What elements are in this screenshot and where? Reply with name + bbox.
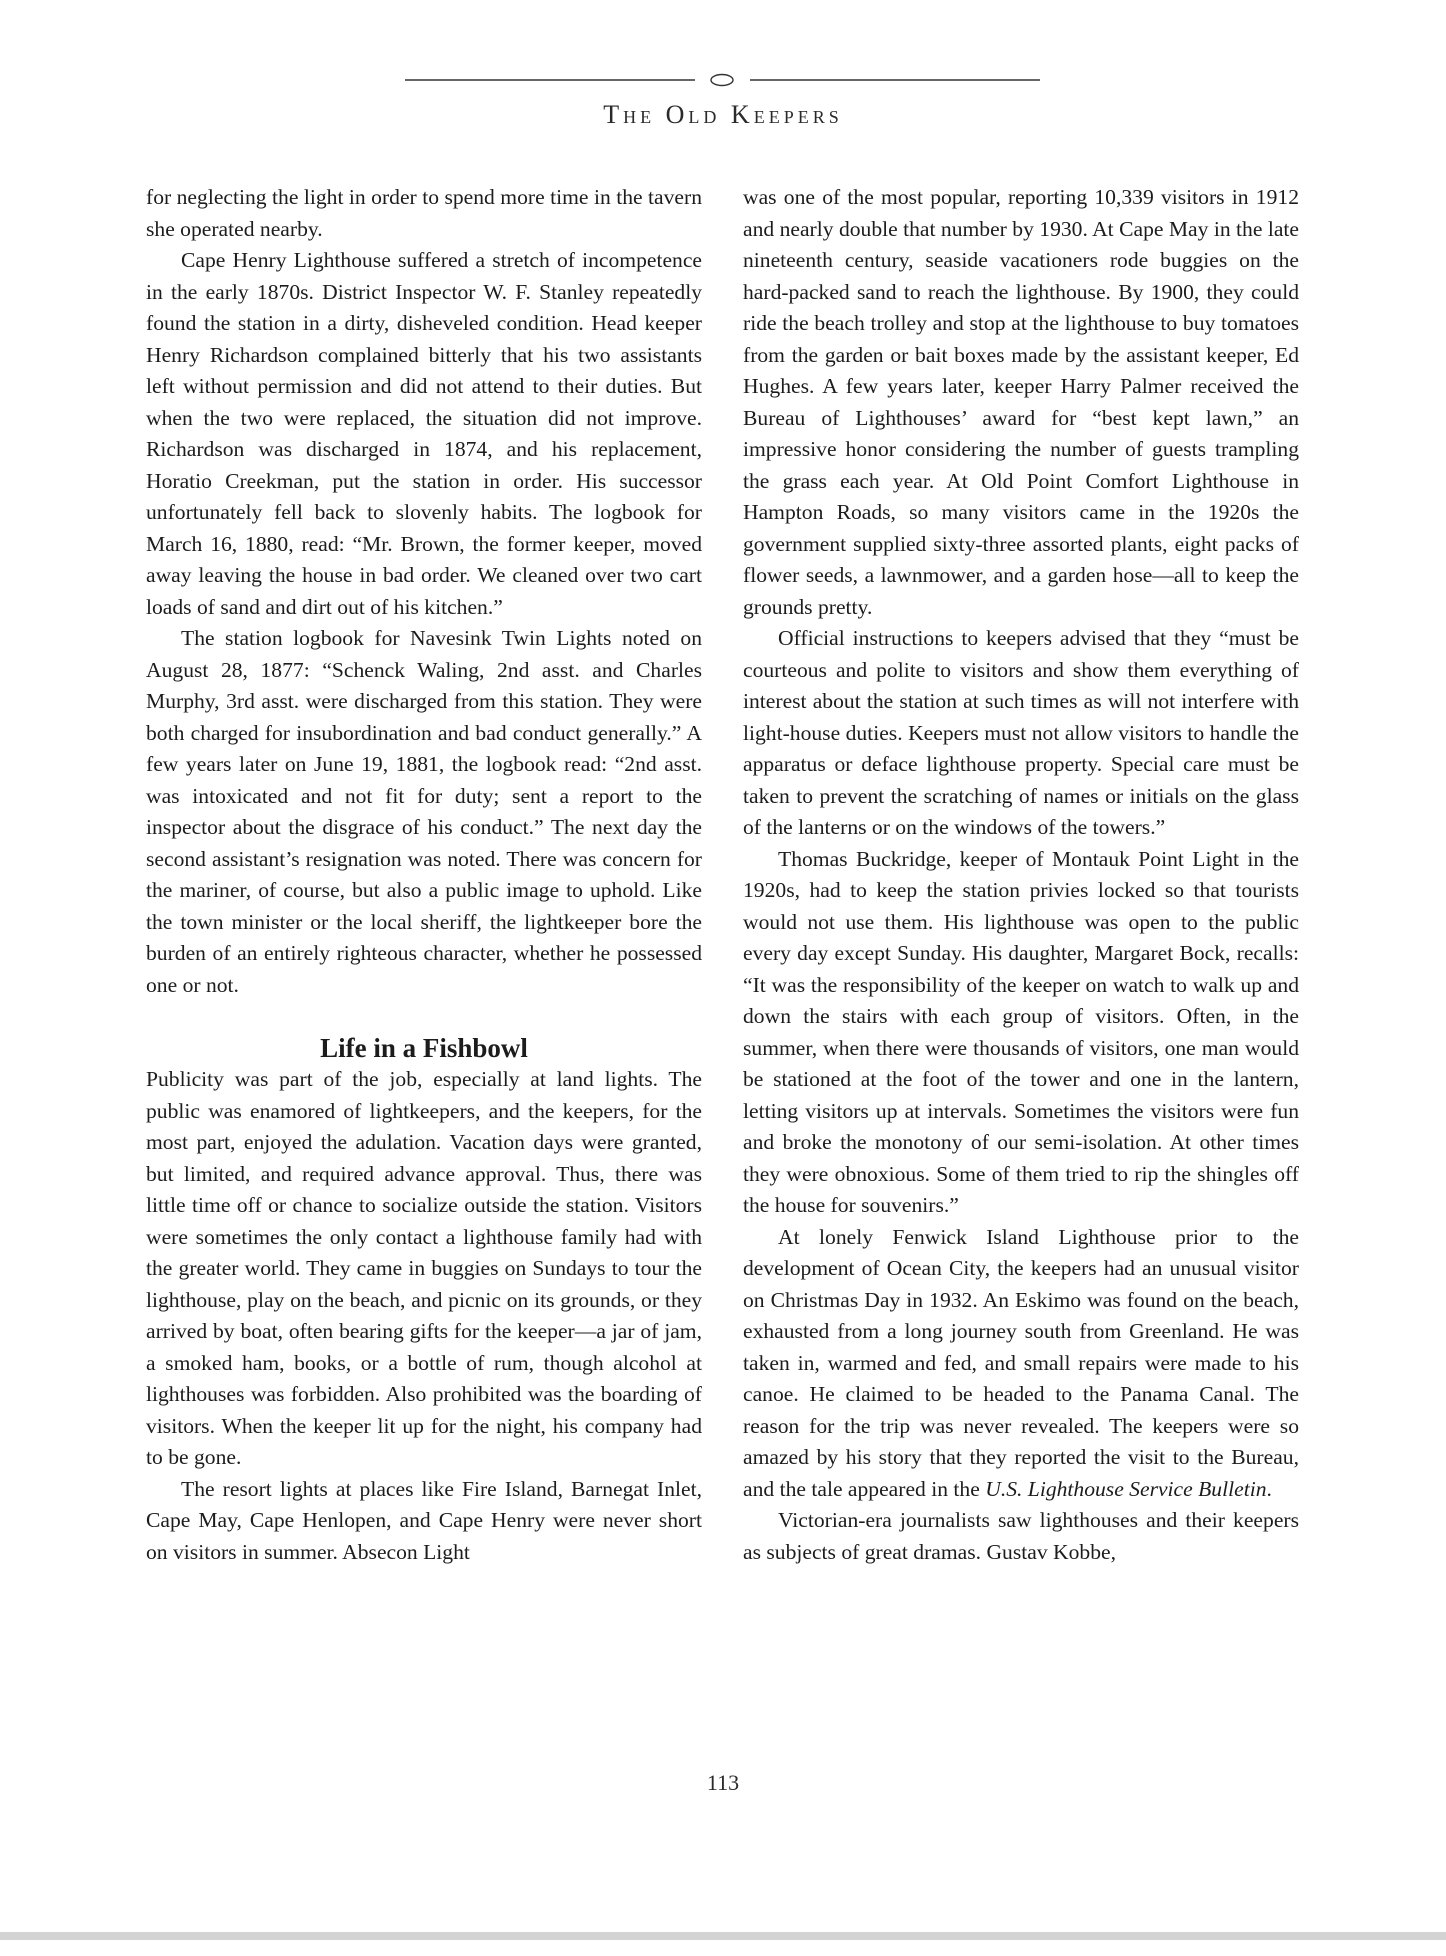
publication-title: U.S. Lighthouse Service Bulletin — [985, 1476, 1267, 1501]
section-heading: Life in a Fishbowl — [320, 1033, 528, 1063]
running-head: The Old Keepers — [603, 100, 843, 129]
paragraph: for neglecting the light in order to spend more time in the tavern she operated nearby. — [146, 185, 702, 241]
paragraph: Cape Henry Lighthouse suffered a stretch of incompetence in the early 1870s. District Inspector W. F. Stanley repeatedly found the station in a dirty, disheveled condition. Head keeper Henry Richardson complained bitterly that his two assistants left without permission and did not attend to their duties. But when the two were replaced, the situation did not improve. Richardson was discharged in 1874, and his replacement, Horatio Creekman, put the station in order. His successor unfortunately fell back to slovenly habits. The logbook for March 16, 1880, read: “Mr. Brown, the former keeper, moved away leaving the house in bad order. We cleaned over two cart loads of sand and dirt out of his kitchen.” — [146, 248, 702, 619]
paragraph: Official instructions to keepers advised that they “must be courteous and polite to visitors and show them everything of interest about the station at such times as will not interfere with light-house duties. Keepers must not allow visitors to handle the apparatus or deface lighthouse property. Special care must be taken to prevent the scratching of names or initials on the glass of the lanterns or on the windows of the towers.” — [743, 626, 1299, 839]
paragraph: Thomas Buckridge, keeper of Montauk Point Light in the 1920s, had to keep the station privies locked so that tourists would not use them. His lighthouse was open to the public every day except Sunday. His daughter, Margaret Bock, recalls: “It was the responsibility of the keeper on watch to walk up and down the stairs with each group of visitors. Often, in the summer, when there were thousands of visitors, one man would be stationed at the foot of the tower and one in the lantern, letting visitors up at intervals. Sometimes the visitors were fun and broke the monotony of our semi-isolation. At other times they were obnoxious. Some of them tried to rip the shingles off the house for souvenirs.” — [743, 846, 1299, 1217]
right-column — [743, 182, 1299, 1568]
paragraph — [743, 1222, 1299, 1506]
header-ornament-rule — [405, 70, 1040, 90]
paragraph: The station logbook for Navesink Twin Lights noted on August 28, 1877: “Schenck Waling, 2nd asst. and Charles Murphy, 3rd asst. were discharged from this station. They were both charged for insubordination and bad conduct generally.” A few years later on June 19, 1881, the logbook read: “2nd asst. was intoxicated and not fit for duty; sent a report to the inspector about the disgrace of his conduct.” The next day the second assistant’s resignation was noted. There was concern for the mariner, of course, but also a public image to uphold. Like the town minister or the local sheriff, the lightkeeper bore the burden of an entirely righteous character, whether he possessed one or not. — [146, 626, 702, 997]
bottom-divider — [0, 1932, 1446, 1940]
paragraph-text-end: . — [1266, 1476, 1272, 1501]
page-number: 113 — [706, 1770, 740, 1795]
paragraph: The resort lights at places like Fire Island, Barnegat Inlet, Cape May, Cape Henlopen, and Cape Henry were never short on visitors in summer. Absecon Light — [146, 1476, 702, 1564]
paragraph: Publicity was part of the job, especially at land lights. The public was enamored of lightkeepers, and the keepers, for the most part, enjoyed the adulation. Vacation days were granted, but limited, and required advance approval. Thus, there was little time off or chance to socialize outside the station. Visitors were sometimes the only contact a lighthouse family had with the greater world. They came in buggies on Sundays to tour the lighthouse, play on the beach, and picnic on its grounds, or they arrived by boat, often bearing gifts for the keeper—a jar of jam, a smoked ham, books, or a bottle of rum, though alcohol at lighthouses was forbidden. Also prohibited was the boarding of visitors. When the keeper lit up for the night, his company had to be gone. — [146, 1067, 702, 1469]
paragraph-text: At lonely Fenwick Island Lighthouse prior to the development of Ocean City, the keepers had an unusual visitor on Christmas Day in 1932. An Eskimo was found on the beach, exhausted from a long journey south from Greenland. He was taken in, warmed and fed, and small repairs were made to his canoe. He claimed to be headed to the Panama Canal. The reason for the trip was never revealed. The keepers were so amazed by his story that they reported the visit to the Bureau, and the tale appeared in the — [743, 1224, 1299, 1501]
paragraph: Victorian-era journalists saw lighthouses and their keepers as subjects of great dramas. Gustav Kobbe, — [743, 1508, 1299, 1564]
left-column — [146, 182, 702, 1568]
paragraph: was one of the most popular, reporting 10,339 visitors in 1912 and nearly double that number by 1930. At Cape May in the late nineteenth century, seaside vacationers rode buggies on the hard-packed sand to reach the lighthouse. By 1900, they could ride the beach trolley and stop at the lighthouse to buy tomatoes from the garden or bait boxes made by the assistant keeper, Ed Hughes. A few years later, keeper Harry Palmer received the Bureau of Lighthouses’ award for “best kept lawn,” an impressive honor considering the number of guests trampling the grass each year. At Old Point Comfort Lighthouse in Hampton Roads, so many visitors came in the 1920s the government supplied sixty-three assorted plants, eight packs of flower seeds, a lawnmower, and a garden hose—all to keep the grounds pretty. — [743, 185, 1299, 619]
